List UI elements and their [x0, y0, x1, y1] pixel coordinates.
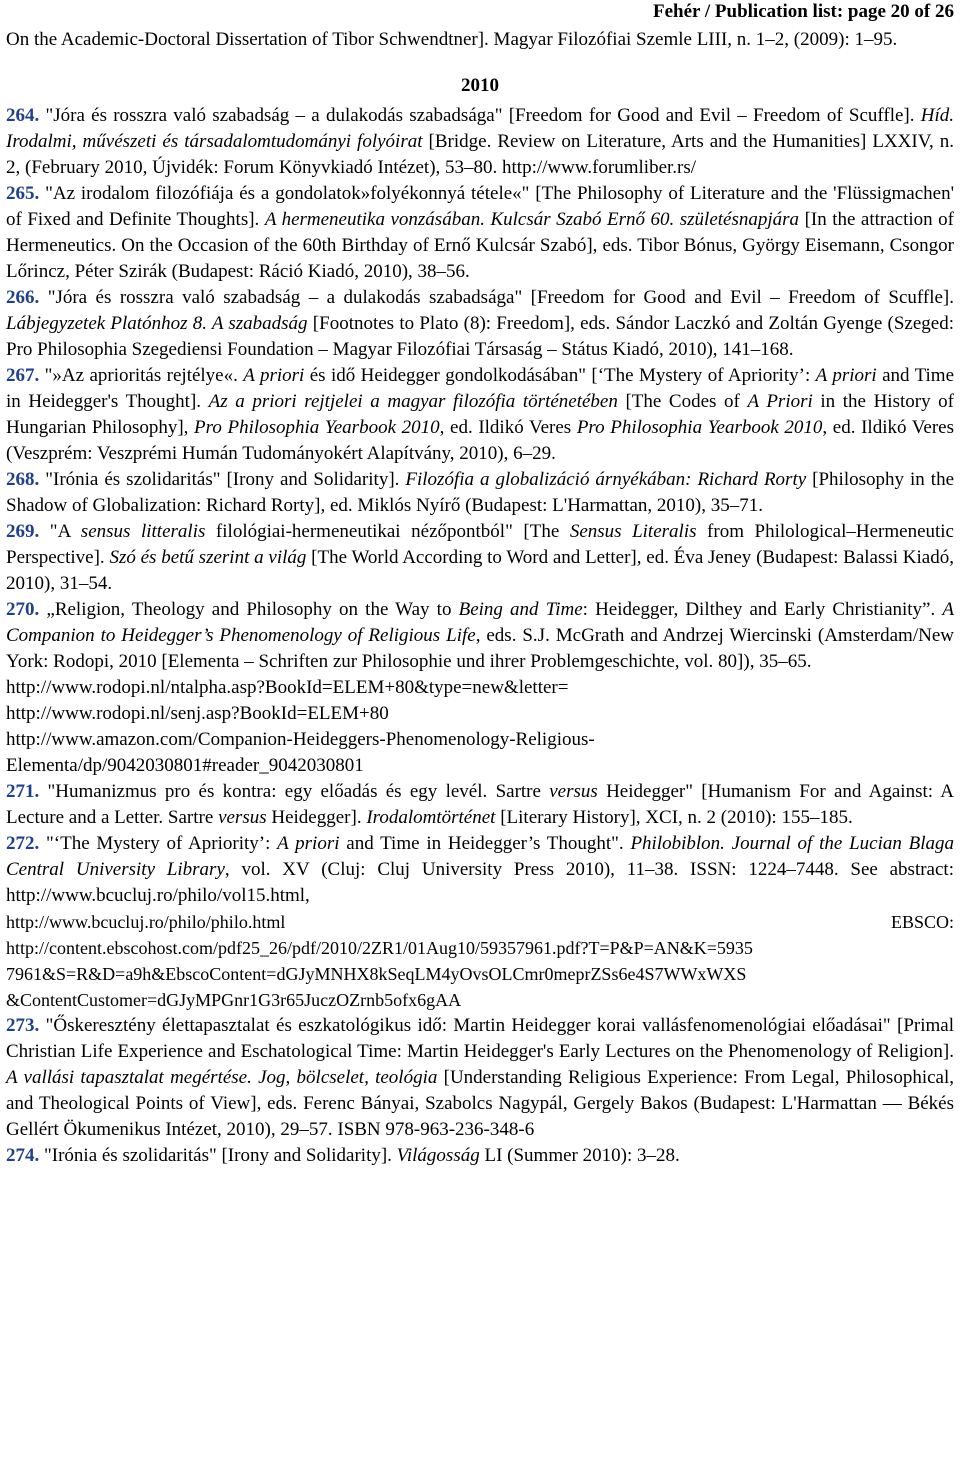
- entry-text: : Heidegger, Dilthey and Early Christianity”.: [582, 599, 943, 620]
- entry-title: A vallási tapasztalat megértése. Jog, bölcselet, teológia: [6, 1067, 438, 1088]
- entry-number: 271.: [6, 781, 40, 802]
- year-heading: 2010: [461, 75, 499, 96]
- ebsco-link-cont[interactable]: 7961&S=R&D=a9h&EbscoContent=dGJyMNHX8kSeqLM4yOvsOLCmr0meprZSs6e4S7WWxWXS: [6, 964, 747, 984]
- entry-text: "A: [39, 521, 81, 542]
- entry-title: A priori: [243, 365, 305, 386]
- entry-266: [6, 285, 954, 363]
- entry-text: és idő Heidegger gondolkodásában" [‘The Mystery of Apriority’:: [304, 365, 816, 386]
- rodopi-link[interactable]: http://www.rodopi.nl/ntalpha.asp?BookId=ELEM+80&type=new&letter=: [6, 677, 569, 698]
- entry-text: LI (Summer 2010): 3–28.: [479, 1145, 680, 1166]
- entry-text: "Jóra és rosszra való szabadság – a dulakodás szabadsága" [Freedom for Good and Evil – Freedom of Scuffle].: [39, 287, 954, 308]
- entry-text: "Irónia és szolidaritás" [Irony and Solidarity].: [39, 1145, 397, 1166]
- intro-paragraph: On the Academic-Doctoral Dissertation of Tibor Schwendtner]. Magyar Filozófiai Szemle LIII, n. 1–2, (2009): 1–95.: [6, 29, 898, 50]
- entry-title: A hermeneutika vonzásában. Kulcsár Szabó Ernő 60. születésnapjára: [264, 209, 800, 230]
- entry-title: A Priori: [747, 391, 813, 412]
- entry-title: A priori: [277, 833, 340, 854]
- entry-text: "Humanizmus pro és kontra: egy előadás és egy levél. Sartre: [39, 781, 550, 802]
- entry-text: [The World According to Word and Letter], ed. Éva Jeney (Budapest: Balassi Kiadó, 2010), 31–54.: [6, 547, 954, 594]
- entry-272: [6, 831, 954, 909]
- entry-title: A Companion to Heidegger’s Phenomenology of Religious Life: [6, 599, 954, 646]
- entry-number: 273.: [6, 1015, 40, 1036]
- entry-title: Híd. Irodalmi, művészeti és társadalomtudományi folyóirat: [6, 105, 954, 152]
- entry-269: [6, 519, 954, 597]
- amazon-link[interactable]: http://www.amazon.com/Companion-Heideggers-Phenomenology-Religious-: [6, 729, 595, 750]
- entry-271: [6, 779, 954, 831]
- entry-text: , ed. Ildikó Veres: [439, 417, 577, 438]
- entry-text: "‘The Mystery of Apriority’:: [39, 833, 278, 854]
- entry-title: Filozófia a globalizáció árnyékában: Richard Rorty: [405, 469, 807, 490]
- entry-title: Irodalomtörténet: [366, 807, 496, 828]
- entry-text: , vol. XV (Cluj: Cluj University Press 2010), 11–38. ISSN: 1224–7448. See abstract: http://www.bcucluj.ro/philo/vol15.html,: [6, 859, 954, 906]
- entry-text: "Jóra és rosszra való szabadság – a dulakodás szabadsága" [Freedom for Good and Evil – Freedom of Scuffle].: [39, 105, 921, 126]
- entry-number: 269.: [6, 521, 40, 542]
- entry-text: , ed. Ildikó Veres (Veszprém: Veszprémi Humán Tudományokért Alapítvány, 2010), 6–29.: [6, 417, 954, 464]
- entry-text: Heidegger].: [266, 807, 367, 828]
- entry-title: versus: [218, 807, 267, 828]
- entry-268: [6, 467, 954, 519]
- entry-274: [6, 1143, 954, 1169]
- entry-number: 267.: [6, 365, 40, 386]
- entry-text: and Time in Heidegger's Thought].: [6, 365, 955, 412]
- entry-text: [Literary History], XCI, n. 2 (2010): 155–185.: [495, 807, 853, 828]
- entry-text: Heidegger" [Humanism For and Against: A Lecture and a Letter. Sartre: [6, 781, 954, 828]
- entry-number: 266.: [6, 287, 40, 308]
- entry-text: [Philosophy in the Shadow of Globalization: Richard Rorty], ed. Miklós Nyírő (Budapest: L'Harmattan, 2010), 35–71.: [6, 469, 954, 516]
- philo-link[interactable]: http://www.bcucluj.ro/philo/philo.html: [6, 912, 286, 932]
- entry-title: Philobiblon. Journal of the Lucian Blaga Central University Library: [6, 833, 954, 880]
- entry-title: Pro Philosophia Yearbook 2010: [194, 417, 440, 438]
- entry-text: "»Az aprioritás rejtélye«.: [39, 365, 244, 386]
- amazon-link-cont[interactable]: Elementa/dp/9042030801#reader_9042030801: [6, 755, 364, 776]
- ebsco-link-cont-2[interactable]: &ContentCustomer=dGJyMPGnr1G3r65JuczOZrnb5ofx6gAA: [6, 990, 462, 1010]
- entry-264: [6, 103, 954, 181]
- entry-number: 265.: [6, 183, 40, 204]
- entry-title: Pro Philosophia Yearbook 2010: [576, 417, 823, 438]
- page-header: Fehér / Publication list: page 20 of 26: [653, 1, 954, 22]
- entry-273: [6, 1013, 954, 1143]
- entry-267: [6, 363, 954, 467]
- entry-text: from Philological–Hermeneutic Perspective].: [6, 521, 954, 568]
- entry-text: [Footnotes to Plato (8): Freedom], eds. Sándor Laczkó and Zoltán Gyenge (Szeged: Pro Philosophia Szegediensi Foundation – Magyar Filozófiai Társaság – Státus Kiadó, 2010), 141–168.: [6, 313, 954, 360]
- entry-number: 264.: [6, 105, 40, 126]
- ebsco-label: EBSCO:: [890, 912, 954, 932]
- entry-title: Szó és betű szerint a világ: [109, 547, 307, 568]
- entry-text: [Understanding Religious Experience: From Legal, Philosophical, and Theological Points of View], eds. Ferenc Bányai, Szabolcs Nagypál, Gergely Bakos (Budapest: L'Harmattan ― Békés Gellért Ökumenikus Intézet, 2010), 29–57. ISBN 978-963-236-348-6: [6, 1067, 954, 1140]
- entry-title: sensus litteralis: [80, 521, 206, 542]
- entry-text: and Time in Heidegger’s Thought".: [339, 833, 631, 854]
- ebsco-link[interactable]: http://content.ebscohost.com/pdf25_26/pdf/2010/2ZR1/01Aug10/59357961.pdf?T=P&P=AN&K=5935: [6, 938, 753, 958]
- entry-text: "Az irodalom filozófiája és a gondolatok»folyékonnyá tétele«" [The Philosophy of Literature and the 'Flüssigmachen' of Fixed and Definite Thoughts].: [6, 183, 954, 230]
- entry-text: in the History of Hungarian Philosophy],: [6, 391, 954, 438]
- entry-number: 274.: [6, 1145, 40, 1166]
- entry-text: "Őskeresztény élettapasztalat és eszkatológikus idő: Martin Heidegger korai vallásfenomenológiai előadásai" [Primal Christian Life Experience and Eschatological Time: Martin Heidegger's Early Lectures on the Phenomenology of Religion].: [6, 1015, 954, 1062]
- entry-text: [Bridge. Review on Literature, Arts and the Humanities] LXXIV, n. 2, (February 2010, Újvidék: Forum Könyvkiadó Intézet), 53–80. http://www.forumliber.rs/: [6, 131, 954, 178]
- entry-title: A priori: [815, 365, 877, 386]
- entry-title: Az a priori rejtjelei a magyar filozófia történetében: [208, 391, 618, 412]
- entry-270: [6, 597, 954, 675]
- entry-title: Világosság: [396, 1145, 480, 1166]
- entry-title: Lábjegyzetek Platónhoz 8. A szabadság: [6, 313, 308, 334]
- entry-text: , eds. S.J. McGrath and Andrzej Wiercinski (Amsterdam/New York: Rodopi, 2010 [Elementa – Schriften zur Philosophie und ihrer Problemgeschichte, vol. 80]), 35–65.: [6, 625, 954, 672]
- entry-265: [6, 181, 954, 285]
- entry-text: "Irónia és szolidaritás" [Irony and Solidarity].: [39, 469, 406, 490]
- entry-title: versus: [549, 781, 598, 802]
- entry-title: Sensus Literalis: [569, 521, 697, 542]
- entry-text: „Religion, Theology and Philosophy on the Way to: [39, 599, 459, 620]
- entry-number: 270.: [6, 599, 40, 620]
- entry-text: [In the attraction of Hermeneutics. On the Occasion of the 60th Birthday of Ernő Kulcsár Szabó], eds. Tibor Bónus, György Eisemann, Csongor Lőrincz, Péter Szirák (Budapest: Ráció Kiadó, 2010), 38–56.: [6, 209, 954, 282]
- entry-number: 268.: [6, 469, 40, 490]
- rodopi-link-2[interactable]: http://www.rodopi.nl/senj.asp?BookId=ELEM+80: [6, 703, 389, 724]
- entry-text: [The Codes of: [617, 391, 748, 412]
- entry-text: filológiai-hermeneutikai nézőpontból" [The: [205, 521, 570, 542]
- entry-title: Being and Time: [458, 599, 583, 620]
- entry-number: 272.: [6, 833, 40, 854]
- ebsco-line: [6, 909, 954, 935]
